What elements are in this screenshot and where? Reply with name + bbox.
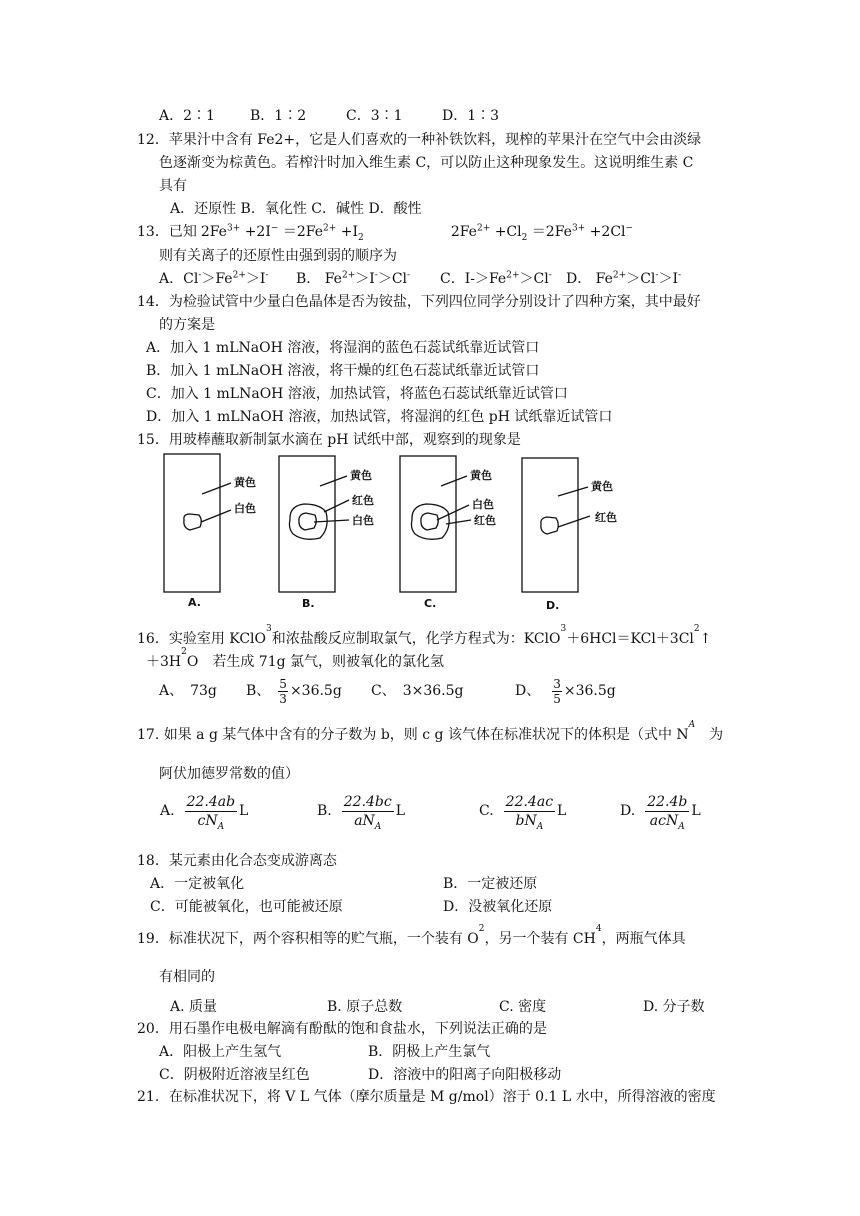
q20-option-b: B．阴极上产生氯气	[368, 1044, 491, 1060]
figure-c-label-yellow: 黄色	[470, 469, 492, 482]
q21-line1: 21．在标准状况下，将 V L 气体（摩尔质量是 M g/mol）溶于 0.1 L 水中，所得溶液的密度	[137, 1089, 716, 1105]
q19-option-d: D. 分子数	[643, 999, 705, 1015]
q16-option-b: B、 $\frac{5}{3}$ ×36.5g	[246, 676, 342, 706]
figure-c-label-white: 白色	[472, 498, 494, 511]
q13-line1	[137, 222, 633, 242]
figure-c-caption: C.	[424, 597, 437, 610]
q13-number: 13．已知	[137, 224, 197, 240]
q16-line1: 16．实验室用 KClO 3 和浓盐酸反应制取氯气，化学方程式为：KClO 3 ＋6HCl＝KCl＋3Cl 2 ↑	[137, 624, 712, 647]
q19-options	[170, 997, 705, 1017]
figure-a-strip	[164, 454, 231, 592]
q14-option-d: D．加入 1 mLNaOH 溶液，加热试管，将湿润的红色 pH 试纸靠近试管口	[146, 409, 613, 425]
q11-options	[159, 106, 499, 126]
figure-d-label-yellow: 黄色	[591, 480, 613, 493]
q17-options	[160, 790, 701, 832]
q18-option-b: B．一定被还原	[443, 876, 538, 892]
q13-option-a: A．$Cl^->Fe^{2+}>I^-$	[159, 270, 269, 287]
q18-line1: 18．某元素由化合态变成游离态	[137, 853, 337, 869]
q15-figure	[0, 450, 860, 620]
q12-line1: 12．苹果汁中含有 Fe2+，它是人们喜欢的一种补铁饮料，现榨的苹果汁在空气中会由淡绿	[137, 132, 702, 148]
q11-option-d: D．1∶3	[442, 108, 500, 124]
q14-line2: 的方案是	[159, 317, 215, 333]
q11-option-a: A．2∶1	[159, 108, 215, 124]
q20-line1: 20．用石墨作电极电解滴有酚酞的饱和食盐水，下列说法正确的是	[137, 1021, 547, 1037]
q16-option-d: D、 $\frac{3}{5}$ ×36.5g	[515, 676, 616, 706]
q13-equation-1: $2Fe^{3+} +2I^- =2Fe^{2+} +I_2$	[200, 223, 364, 243]
figure-a-caption: A.	[188, 596, 201, 609]
q13-option-c: C．$I->Fe^{2+}>Cl^-$	[440, 270, 552, 287]
figure-d-caption: D.	[546, 599, 560, 612]
q20-option-a: A．阳极上产生氢气	[159, 1044, 282, 1060]
figure-b-label-white: 白色	[352, 514, 374, 527]
figure-c-strip	[400, 456, 471, 592]
q13-equation-2: $2Fe^{2+} +Cl_2 =2Fe^{3+} +2Cl^-$	[450, 223, 634, 243]
q13-line2: 则有关离子的还原性由强到弱的顺序为	[159, 248, 397, 264]
q17-line2: 阿伏加德罗常数的值）	[159, 766, 299, 782]
q16-option-c: C、 3×36.5g	[371, 683, 464, 699]
figure-d-label-red: 红色	[595, 511, 617, 524]
q15-line1: 15．用玻棒蘸取新制氯水滴在 pH 试纸中部，观察到的现象是	[137, 432, 521, 448]
q13-option-b: B． $Fe^{2+}>I^->Cl^-$	[296, 270, 411, 287]
q16-line2: ＋3H 2 O 若生成 71g 氯气，则被氧化的氯化氢	[146, 647, 445, 670]
q12-options: A．还原性 B．氧化性 C．碱性 D．酸性	[170, 201, 422, 217]
q18-option-c: C．可能被氧化，也可能被还原	[150, 899, 343, 915]
q14-line1: 14．为检验试管中少量白色晶体是否为铵盐，下列四位同学分别设计了四种方案，其中最好	[137, 294, 701, 310]
figure-b-label-red: 红色	[352, 494, 374, 507]
q14-option-a: A．加入 1 mLNaOH 溶液，将湿润的蓝色石蕊试纸靠近试管口	[146, 340, 540, 356]
figure-b-caption: B.	[302, 597, 315, 610]
figure-a-label-yellow: 黄色	[234, 476, 256, 489]
q17-option-c: C. $\frac{22.4ac}{bN_A}$ L	[479, 793, 567, 832]
q20-option-c: C．阴极附近溶液呈红色	[159, 1067, 310, 1083]
q14-option-c: C．加入 1 mLNaOH 溶液，加热试管，将蓝色石蕊试纸靠近试管口	[146, 386, 568, 402]
q19-option-b: B. 原子总数	[327, 999, 403, 1015]
figure-b-strip	[279, 456, 349, 592]
q13-option-d: D． $Fe^{2+}>Cl^->I^-$	[566, 270, 682, 287]
q17-option-a: A. $\frac{22.4ab}{cN_A}$ L	[160, 793, 249, 832]
figure-d-strip	[522, 458, 590, 592]
q18-option-a: A．一定被氧化	[150, 876, 245, 892]
q12-line3: 具有	[159, 178, 187, 194]
q11-option-b: B．1∶2	[250, 108, 307, 124]
q12-line2: 色逐渐变为棕黄色。若榨汁时加入维生素 C，可以防止这种现象发生。这说明维生素 C	[159, 155, 694, 171]
q19-option-a: A. 质量	[170, 999, 218, 1015]
figure-c-label-red: 红色	[474, 514, 496, 527]
q14-option-b: B．加入 1 mLNaOH 溶液，将干燥的红色石蕊试纸靠近试管口	[146, 363, 540, 379]
q16-option-a: A、 73g	[159, 683, 217, 699]
figure-b-label-yellow: 黄色	[350, 469, 372, 482]
q18-option-d: D．没被氧化还原	[443, 899, 553, 915]
q17-option-d: D. $\frac{22.4b}{acN_A}$ L	[620, 793, 701, 832]
q17-line1: 17. 如果 a g 某气体中含有的分子数为 b，则 c g 该气体在标准状况下的体积是（式中 N A 为	[137, 720, 724, 743]
q19-line2: 有相同的	[159, 969, 215, 985]
q13-options	[159, 269, 681, 289]
q19-option-c: C. 密度	[499, 999, 547, 1015]
figure-a-label-white: 白色	[234, 502, 256, 515]
q20-option-d: D．溶液中的阳离子向阳极移动	[368, 1067, 562, 1083]
q11-option-c: C．3∶1	[346, 108, 403, 124]
q17-option-b: B. $\frac{22.4bc}{aN_A}$ L	[317, 793, 406, 832]
q19-line1: 19．标准状况下，两个容积相等的贮气瓶，一个装有 O 2 ，另一个装有 CH 4 ，两瓶气体具	[137, 924, 686, 947]
q16-options	[159, 678, 616, 704]
